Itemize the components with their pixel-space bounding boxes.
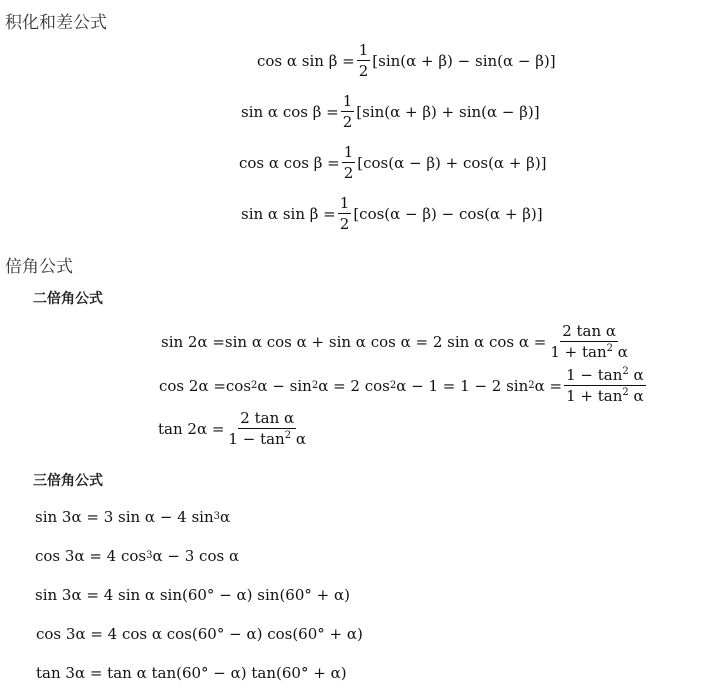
formula-cos-3a: cos 3α = 4 cos 3 α − 3 cos α	[35, 547, 240, 565]
fraction-numerator: 1	[343, 143, 354, 161]
fraction	[226, 409, 308, 448]
fraction	[342, 143, 356, 182]
formula-cos-3a-product	[36, 625, 363, 643]
fraction	[564, 366, 646, 405]
fraction-denominator	[226, 429, 308, 448]
section-title-multiple-angle: 倍角公式	[5, 257, 73, 277]
formula-lhs: sin α sin β =	[241, 204, 336, 223]
fraction-denominator: 2	[343, 164, 354, 182]
formula-cos-sin	[257, 41, 556, 80]
formula-text: α − 1 = 1 − 2 sin	[396, 376, 529, 395]
denominator-text: α	[613, 343, 628, 361]
fraction-numerator: 2 tan α	[562, 322, 617, 340]
subsection-title-triple-angle: 三倍角公式	[33, 473, 103, 489]
formula-sin-3a: sin 3α = 3 sin α − 4 sin 3 α	[35, 508, 231, 526]
formula-text: sin 3α = 3 sin α − 4 sin	[35, 508, 214, 526]
formula-sin-cos	[241, 92, 540, 131]
formula-cos-cos	[239, 143, 547, 182]
formula-text: α = 2 cos	[318, 376, 390, 395]
denominator-text: α	[291, 430, 306, 448]
denominator-text: 1 + tan	[550, 343, 607, 361]
formula-tan-2a	[158, 409, 310, 448]
fraction-numerator: 2 tan α	[240, 409, 295, 427]
fraction-denominator: 2	[358, 62, 369, 80]
denominator-text: 1 − tan	[228, 430, 285, 448]
formula-lhs: cos α cos β =	[239, 153, 340, 172]
fraction-denominator	[564, 386, 646, 405]
formula-text: sin 3α = 4 sin α sin(60° − α) sin(60° + α)	[35, 586, 350, 604]
formula-text: α =	[534, 376, 563, 395]
formula-text: α − sin	[257, 376, 312, 395]
formula-rhs: [cos(α − β) + cos(α + β)]	[357, 153, 547, 172]
formula-sin-sin	[241, 194, 543, 233]
formula-cos-2a: cos 2α =cos 2 α − sin 2 α = 2 cos 2 α − 1 = 1 − 2 sin 2 α = $\frac{1 - \tan^2 \alpha}{1 + \tan^2 \alpha}$	[159, 366, 644, 405]
fraction-numerator: 1	[339, 194, 350, 212]
formula-text: tan 3α = tan α tan(60° − α) tan(60° + α)	[36, 664, 347, 682]
formula-text: α	[220, 508, 231, 526]
exponent: 2	[622, 366, 629, 377]
fraction-numerator: 1	[342, 92, 353, 110]
formula-lhs: sin 2α =sin α cos α + sin α cos α = 2 sin α cos α =	[161, 332, 547, 351]
formula-lhs: tan 2α =	[158, 419, 225, 438]
formula-tan-3a-product	[36, 664, 347, 682]
formula-lhs: cos α sin β =	[257, 51, 355, 70]
exponent: 2	[284, 430, 292, 441]
formula-lhs: sin α cos β =	[241, 102, 339, 121]
formula-text: α − 3 cos α	[152, 547, 240, 565]
fraction-denominator: 2	[339, 215, 350, 233]
fraction-denominator: 2	[342, 113, 353, 131]
fraction-denominator	[548, 342, 630, 361]
exponent: 2	[622, 387, 629, 398]
numerator-text: 1 − tan	[566, 366, 623, 384]
formula-text: cos 3α = 4 cos	[35, 547, 147, 565]
denominator-text: 1 + tan	[566, 387, 623, 405]
formula-sin-3a-product	[35, 586, 350, 604]
section-title-product-to-sum: 积化和差公式	[5, 13, 107, 33]
formula-rhs: [sin(α + β) + sin(α − β)]	[356, 102, 540, 121]
subsection-title-double-angle: 二倍角公式	[33, 291, 103, 307]
exponent: 2	[606, 343, 613, 354]
fraction-numerator	[564, 366, 646, 386]
fraction	[357, 41, 371, 80]
fraction	[548, 322, 630, 361]
fraction	[338, 194, 352, 233]
formula-rhs: [cos(α − β) − cos(α + β)]	[353, 204, 543, 223]
formula-sin-2a	[161, 322, 632, 361]
formula-rhs: [sin(α + β) − sin(α − β)]	[372, 51, 556, 70]
denominator-text: α	[628, 387, 644, 405]
fraction-numerator: 1	[358, 41, 369, 59]
formula-text: cos 2α =cos	[159, 376, 252, 395]
formula-text: cos 3α = 4 cos α cos(60° − α) cos(60° + α)	[36, 625, 363, 643]
numerator-text: α	[628, 366, 644, 384]
fraction	[341, 92, 355, 131]
